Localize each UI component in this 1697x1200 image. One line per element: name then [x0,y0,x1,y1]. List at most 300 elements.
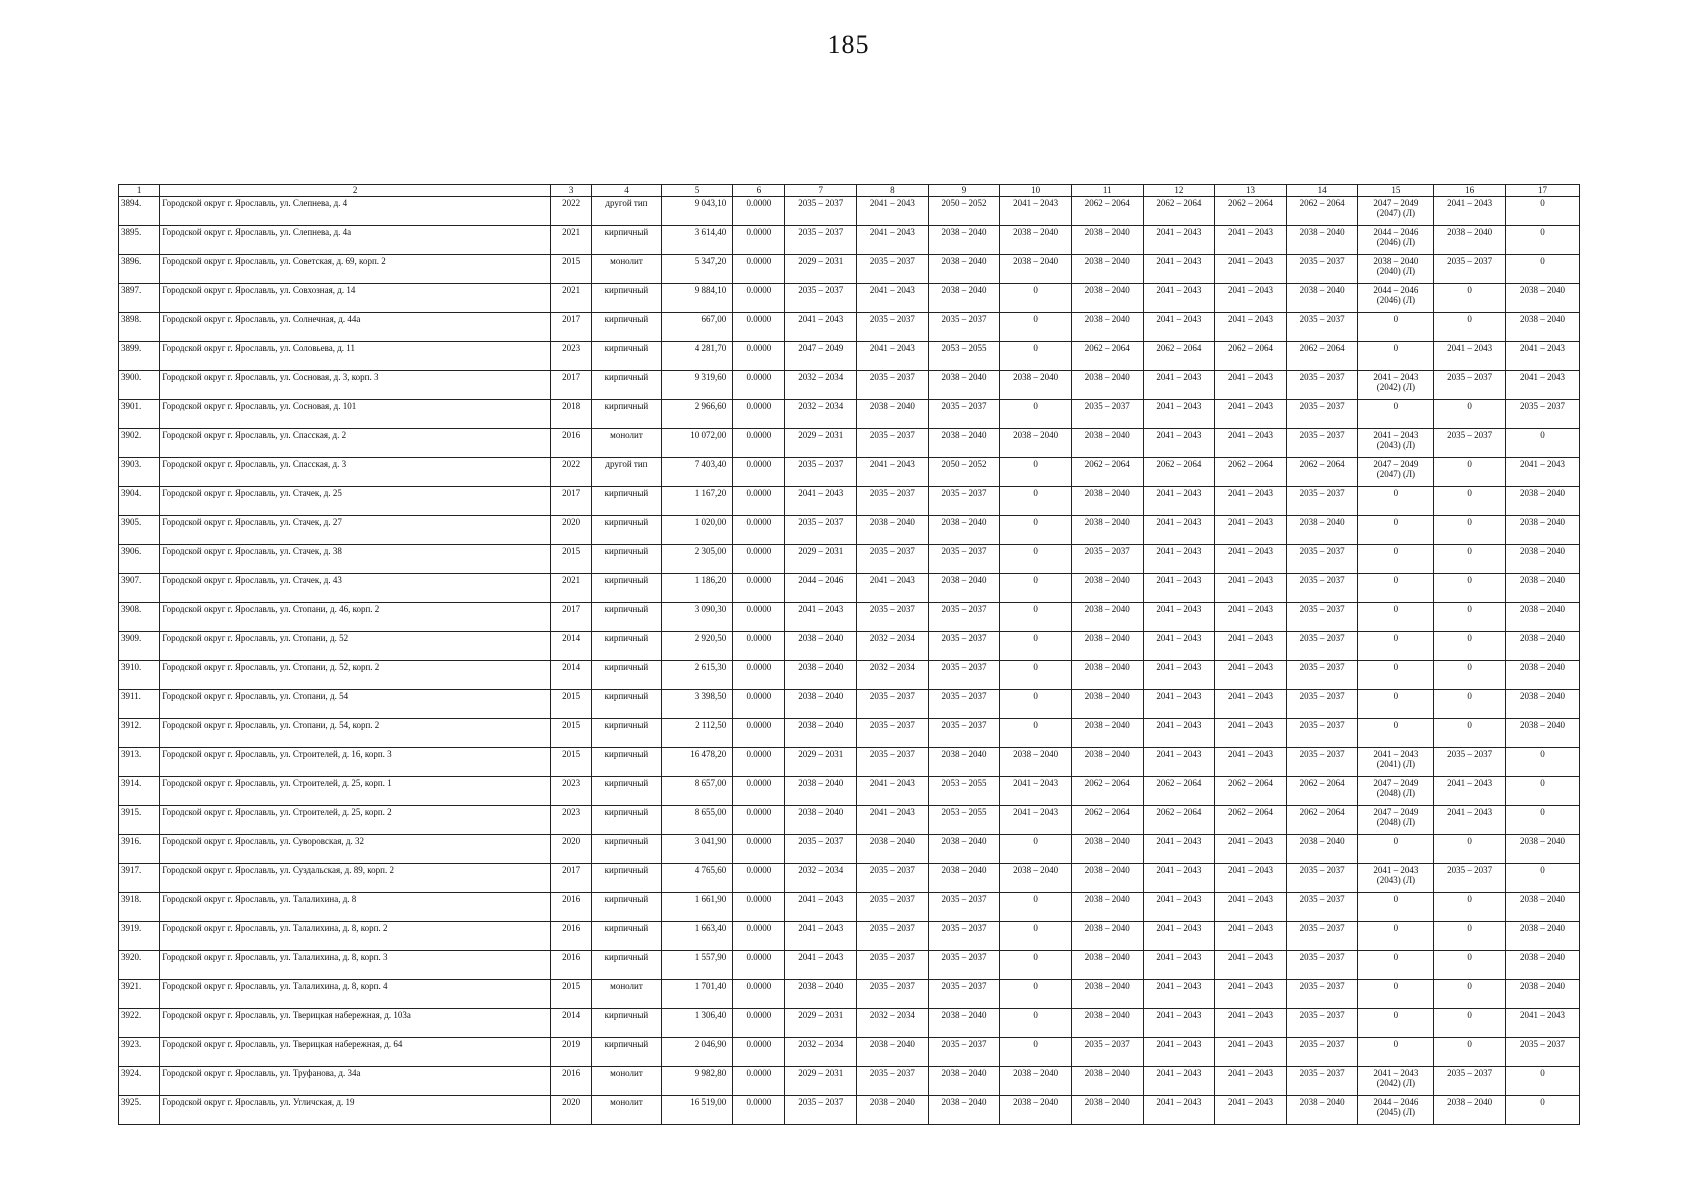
cell-value: 2044 – 2046 [1373,227,1419,237]
cell-value: 0 [1467,604,1472,614]
cell-value: 2041 – 2043 [869,285,915,295]
cell-value: 2038 – 2040 [1519,952,1565,962]
cell-value: 16 478,20 [690,749,727,759]
table-cell [119,342,160,371]
table-cell [1434,951,1506,980]
table-cell [1505,255,1579,284]
table-cell [160,748,551,777]
table-cell [1434,893,1506,922]
table-cell [160,719,551,748]
cell-value: 2035 – 2037 [1084,1039,1130,1049]
cell-value: монолит [610,430,643,440]
table-cell [119,226,160,255]
cell-value: 0.0000 [746,401,772,411]
cell-value: 0 [1393,633,1399,643]
cell-value: кирпичный [604,372,649,382]
cell-subnote: (2041) (Л) [1376,759,1416,769]
cell-value: 0 [1393,343,1399,353]
table-cell [592,429,661,458]
table-cell [1286,313,1358,342]
cell-value: 2038 – 2040 [1013,749,1059,759]
table-cell [1215,893,1287,922]
table-cell [1434,545,1506,574]
table-cell [550,1067,591,1096]
cell-value: 2038 – 2040 [941,1010,987,1020]
cell-value: 2062 – 2064 [1156,459,1202,469]
table-cell [1434,1009,1506,1038]
cell-value: 2035 – 2037 [941,604,987,614]
cell-value: 2038 – 2040 [1519,285,1565,295]
cell-value: 0.0000 [746,749,772,759]
cell-value: 0 [1033,1039,1038,1049]
table-cell [733,951,785,980]
cell-value: 0 [1467,314,1472,324]
table-cell [1215,487,1287,516]
table-cell [119,893,160,922]
table-cell [1505,922,1579,951]
table-cell [928,893,1000,922]
table-cell [1215,342,1287,371]
table-cell [1505,864,1579,893]
cell-value: 2041 – 2043 [1156,227,1202,237]
table-cell [1505,574,1579,603]
cell-value: кирпичный [604,1039,649,1049]
table-cell [592,400,661,429]
cell-value: 3917. [121,865,142,875]
cell-value: 0.0000 [746,836,772,846]
cell-value: 2035 – 2037 [941,981,987,991]
table-cell [928,516,1000,545]
cell-value: Городской округ г. Ярославль, ул. Стопани, д. 52, корп. 2 [162,662,380,672]
cell-value: 2 920,50 [694,633,727,643]
cell-value: 2035 – 2037 [798,836,844,846]
cell-value: 2038 – 2040 [1084,865,1130,875]
cell-value: 2041 – 2043 [1227,952,1273,962]
cell-value: 3913. [121,749,142,759]
table-cell [1505,313,1579,342]
table-cell [1505,690,1579,719]
table-cell [160,835,551,864]
table-cell [928,255,1000,284]
cell-value: 4 281,70 [694,343,727,353]
column-header-2: 2 [160,185,551,197]
table-cell [733,255,785,284]
cell-value: кирпичный [604,865,649,875]
cell-value: 2 615,30 [694,662,727,672]
table-cell [1505,1038,1579,1067]
cell-value: кирпичный [604,517,649,527]
table-row [119,806,1580,835]
cell-value: 2041 – 2043 [1156,923,1202,933]
table-cell [1143,284,1215,313]
cell-value: 2041 – 2043 [1013,807,1059,817]
cell-value: 2038 – 2040 [798,778,844,788]
table-cell [550,922,591,951]
cell-value: 2020 [562,836,581,846]
table-cell [733,922,785,951]
table-cell [857,980,929,1009]
table-cell [1505,545,1579,574]
cell-value: 0 [1033,836,1038,846]
cell-value: 0.0000 [746,285,772,295]
table-cell [1286,603,1358,632]
column-header-1: 1 [119,185,160,197]
table-cell [1000,1038,1072,1067]
cell-value: Городской округ г. Ярославль, ул. Стачек, д. 43 [162,575,342,585]
cell-value: 2041 – 2043 [1227,1039,1273,1049]
table-cell [592,284,661,313]
cell-value: 0.0000 [746,459,772,469]
cell-value: Городской округ г. Ярославль, ул. Стачек, д. 25 [162,488,342,498]
cell-value: 0.0000 [746,981,772,991]
cell-value: 2015 [562,691,581,701]
cell-value: 0 [1393,517,1399,527]
table-cell [1143,893,1215,922]
table-cell [1000,197,1072,226]
cell-value: 0.0000 [746,343,772,353]
table-cell [119,516,160,545]
table-cell [592,574,661,603]
cell-value: 3912. [121,720,142,730]
cell-value: 2032 – 2034 [798,372,844,382]
cell-value: 5 347,20 [694,256,727,266]
cell-value: 2035 – 2037 [869,952,915,962]
cell-value: 2041 – 2043 [1519,1010,1565,1020]
table-cell [592,313,661,342]
table-row [119,893,1580,922]
cell-value: 2038 – 2040 [941,836,987,846]
cell-value: 0 [1540,198,1545,208]
cell-value: 2035 – 2037 [1299,633,1345,643]
cell-value: 3897. [121,285,142,295]
cell-value: 2038 – 2040 [1519,575,1565,585]
cell-value: 2044 – 2046 [798,575,844,585]
cell-value: 2041 – 2043 [1227,720,1273,730]
table-cell [1071,284,1143,313]
cell-value: 2038 – 2040 [1084,720,1130,730]
table-cell [1434,197,1506,226]
table-cell [1215,371,1287,400]
page-number: 185 [827,30,870,59]
table-cell [1071,342,1143,371]
cell-value: 2041 – 2043 [1156,488,1202,498]
cell-value: Городской округ г. Ярославль, ул. Суздальская, д. 89, корп. 2 [162,865,394,875]
cell-value: 9 043,10 [694,198,727,208]
cell-value: 0 [1033,343,1038,353]
table-cell [550,197,591,226]
table-cell [1215,835,1287,864]
table-cell [928,777,1000,806]
cell-value: 2032 – 2034 [869,633,915,643]
table-cell [119,719,160,748]
cell-value: 2035 – 2037 [869,981,915,991]
table-cell [1071,458,1143,487]
table-cell [661,661,733,690]
cell-value: 0.0000 [746,923,772,933]
cell-value: 2016 [562,923,581,933]
cell-value: 3911. [121,691,141,701]
cell-value: 0 [1033,517,1038,527]
cell-value: 2035 – 2037 [1299,256,1345,266]
cell-value: 2038 – 2040 [1299,517,1345,527]
cell-value: 2038 – 2040 [798,633,844,643]
table-cell [857,1096,929,1125]
cell-value: 3910. [121,662,142,672]
cell-value: 2041 – 2043 [869,778,915,788]
table-cell [857,748,929,777]
table-cell [733,516,785,545]
cell-value: 2041 – 2043 [1227,430,1273,440]
table-cell [733,1096,785,1125]
cell-value: 2035 – 2037 [1299,720,1345,730]
table-cell [592,1096,661,1125]
table-cell [1286,922,1358,951]
cell-value: Городской округ г. Ярославль, ул. Талалихина, д. 8, корп. 4 [162,981,388,991]
cell-value: 2015 [562,981,581,991]
cell-value: 0 [1393,923,1399,933]
table-cell [1143,864,1215,893]
table-cell [1143,777,1215,806]
table-cell [1434,400,1506,429]
table-cell [1358,516,1434,545]
cell-value: 3906. [121,546,142,556]
table-cell [160,371,551,400]
cell-value: 2035 – 2037 [869,430,915,440]
table-cell [928,458,1000,487]
table-cell [160,806,551,835]
cell-value: 2023 [562,343,581,353]
table-cell [1143,400,1215,429]
cell-value: 2029 – 2031 [798,546,844,556]
cell-value: 2038 – 2040 [1013,372,1059,382]
cell-value: 2038 – 2040 [1447,227,1493,237]
table-cell [550,545,591,574]
table-cell [119,806,160,835]
table-cell [1000,922,1072,951]
cell-value: 2041 – 2043 [1519,343,1565,353]
table-cell [1215,748,1287,777]
table-cell [1434,661,1506,690]
table-cell [119,1009,160,1038]
cell-value: 3895. [121,227,142,237]
table-row [119,574,1580,603]
table-cell [1215,255,1287,284]
cell-value: 2035 – 2037 [1447,865,1493,875]
cell-value: 0.0000 [746,952,772,962]
cell-value: 3909. [121,633,142,643]
cell-value: 2062 – 2064 [1084,459,1130,469]
cell-value: 2041 – 2043 [1227,314,1273,324]
table-cell [1505,980,1579,1009]
table-cell [160,487,551,516]
table-cell [1071,922,1143,951]
table-cell [1000,487,1072,516]
cell-value: 2041 – 2043 [1227,285,1273,295]
cell-value: 2038 – 2040 [1084,227,1130,237]
cell-value: 2050 – 2052 [941,198,987,208]
table-cell [733,777,785,806]
table-cell [733,632,785,661]
cell-value: Городской округ г. Ярославль, ул. Тверицкая набережная, д. 64 [162,1039,403,1049]
table-cell [1071,1096,1143,1125]
table-cell [733,458,785,487]
table-cell [1358,980,1434,1009]
table-cell [785,864,857,893]
cell-value: 2041 – 2043 [1156,865,1202,875]
cell-subnote: (2043) (Л) [1376,875,1416,885]
table-row [119,1096,1580,1125]
cell-value: Городской округ г. Ярославль, ул. Стопани, д. 46, корп. 2 [162,604,380,614]
cell-value: 2038 – 2040 [1519,691,1565,701]
cell-value: 2038 – 2040 [1013,1068,1059,1078]
table-cell [928,226,1000,255]
cell-value: 0 [1467,952,1472,962]
table-cell [733,661,785,690]
cell-value: 2041 – 2043 [798,952,844,962]
cell-value: 0 [1033,546,1038,556]
cell-value: 2035 – 2037 [798,1097,844,1107]
cell-value: 3918. [121,894,142,904]
cell-value: 2041 – 2043 [1156,1068,1202,1078]
table-cell [661,371,733,400]
table-cell [1000,313,1072,342]
table-cell [1071,690,1143,719]
cell-value: 2035 – 2037 [1299,981,1345,991]
table-cell [119,1096,160,1125]
table-cell [785,1009,857,1038]
cell-value: 10 072,00 [690,430,727,440]
cell-value: 2035 – 2037 [941,401,987,411]
table-cell [1286,226,1358,255]
cell-value: 2029 – 2031 [798,256,844,266]
table-cell [1505,458,1579,487]
cell-value: 2041 – 2043 [798,923,844,933]
cell-value: 2035 – 2037 [1519,401,1565,411]
cell-value: Городской округ г. Ярославль, ул. Совхозная, д. 14 [162,285,356,295]
table-cell [785,429,857,458]
cell-value: 3900. [121,372,142,382]
cell-value: монолит [610,256,643,266]
table-cell [1000,864,1072,893]
table-cell [550,400,591,429]
cell-value: 0 [1393,894,1399,904]
table-cell [1143,574,1215,603]
cell-value: 0 [1393,662,1399,672]
cell-value: 2062 – 2064 [1227,778,1273,788]
cell-value: 0 [1467,546,1472,556]
table-cell [661,284,733,313]
table-cell [1071,313,1143,342]
table-cell [1286,980,1358,1009]
table-cell [1215,661,1287,690]
table-cell [1505,719,1579,748]
table-cell [550,255,591,284]
table-cell [733,1009,785,1038]
cell-value: 2062 – 2064 [1227,807,1273,817]
cell-value: 0 [1467,459,1472,469]
table-cell [160,1009,551,1038]
table-cell [857,719,929,748]
cell-value: 0 [1467,575,1472,585]
table-cell [1071,1038,1143,1067]
table-cell [1434,806,1506,835]
header-row [119,185,1580,197]
cell-value: 3904. [121,488,142,498]
cell-value: 0 [1033,923,1038,933]
register-table-container [118,184,1580,1125]
table-cell [1286,487,1358,516]
cell-value: 2038 – 2040 [1084,894,1130,904]
cell-value: 2062 – 2064 [1227,198,1273,208]
cell-value: 2038 – 2040 [1519,662,1565,672]
cell-value: кирпичный [604,836,649,846]
cell-value: Городской округ г. Ярославль, ул. Советская, д. 69, корп. 2 [162,256,386,266]
cell-value: 0 [1033,314,1038,324]
cell-value: 2041 – 2043 [1227,256,1273,266]
table-cell [1000,516,1072,545]
table-cell [1215,545,1287,574]
cell-value: 2035 – 2037 [869,256,915,266]
cell-value: 2035 – 2037 [869,546,915,556]
cell-value: 3899. [121,343,142,353]
cell-value: 2047 – 2049 [1373,459,1419,469]
table-cell [1358,226,1434,255]
cell-value: 2041 – 2043 [1227,488,1273,498]
table-cell [1143,429,1215,458]
cell-value: 2041 – 2043 [1013,778,1059,788]
table-cell [592,748,661,777]
cell-value: 2038 – 2040 [941,372,987,382]
cell-value: Городской округ г. Ярославль, ул. Стачек, д. 38 [162,546,342,556]
cell-value: 2 112,50 [695,720,727,730]
table-cell [550,632,591,661]
cell-value: 2032 – 2034 [798,401,844,411]
cell-value: 0 [1033,459,1038,469]
cell-value: 2041 – 2043 [1013,198,1059,208]
table-cell [550,690,591,719]
cell-value: 2015 [562,256,581,266]
cell-value: 2022 [562,459,581,469]
table-cell [1071,400,1143,429]
cell-value: 0 [1540,1097,1545,1107]
table-cell [785,922,857,951]
table-cell [1434,574,1506,603]
column-header-10: 10 [1000,185,1072,197]
table-cell [928,371,1000,400]
table-cell [1000,284,1072,313]
cell-value: 2062 – 2064 [1227,459,1273,469]
column-header-16: 16 [1434,185,1506,197]
table-cell [1000,1067,1072,1096]
table-cell [592,342,661,371]
cell-value: 4 765,60 [694,865,727,875]
table-row [119,719,1580,748]
table-cell [1215,400,1287,429]
table-cell [160,951,551,980]
cell-value: 2038 – 2040 [1084,1068,1130,1078]
table-cell [1286,545,1358,574]
table-cell [661,748,733,777]
table-cell [785,574,857,603]
cell-value: 2041 – 2043 [869,575,915,585]
table-cell [160,400,551,429]
table-cell [160,545,551,574]
cell-value: 0 [1540,778,1545,788]
table-cell [857,951,929,980]
cell-value: 2038 – 2040 [941,285,987,295]
cell-value: 2035 – 2037 [1299,662,1345,672]
table-cell [1215,719,1287,748]
